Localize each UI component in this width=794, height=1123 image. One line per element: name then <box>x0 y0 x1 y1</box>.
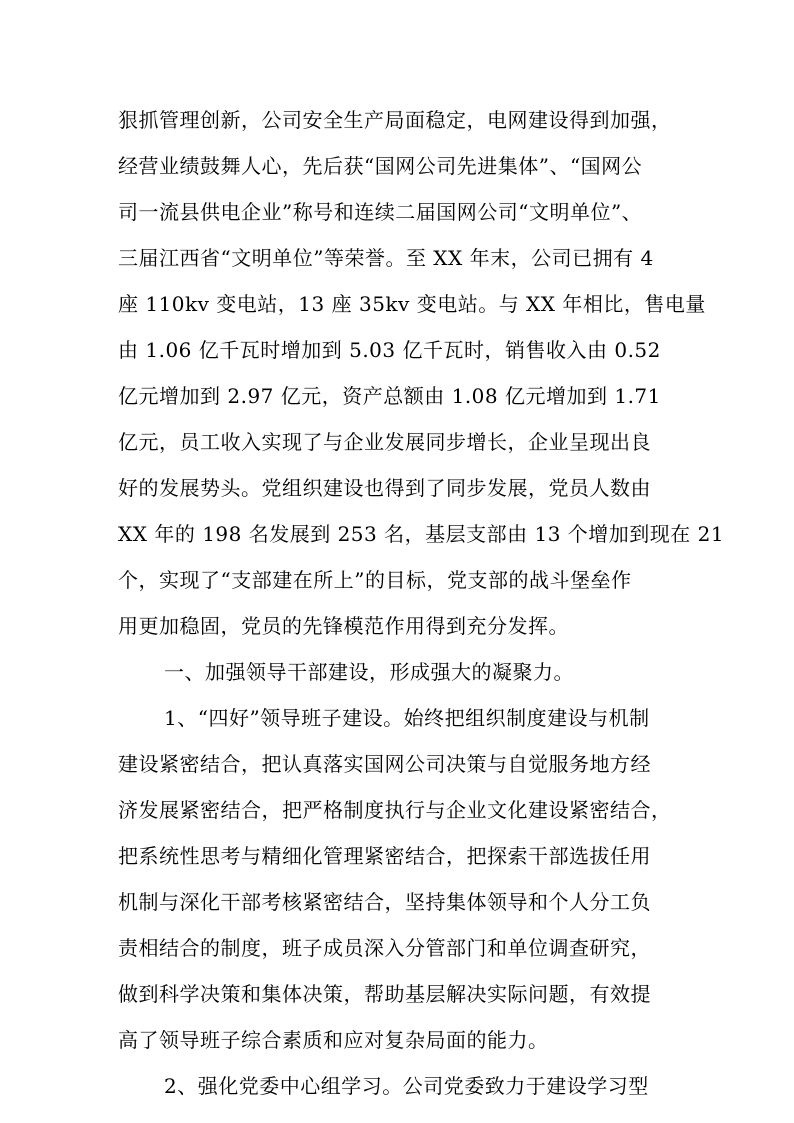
paragraph-line: 2、强化党委中心组学习。公司党委致力于建设学习型 <box>164 1074 649 1098</box>
paragraph-line: 用更加稳固，党员的先锋模范作用得到充分发挥。 <box>118 614 569 638</box>
paragraph-line: 高了领导班子综合素质和应对复杂局面的能力。 <box>118 1028 549 1052</box>
paragraph-line: XX 年的 198 名发展到 253 名，基层支部由 13 个增加到现在 21 <box>118 522 725 546</box>
document-body <box>118 97 725 1109</box>
paragraph-line: 做到科学决策和集体决策，帮助基层解决实际问题，有效提 <box>118 982 651 1006</box>
paragraph-line: 三届江西省“文明单位”等荣誉。至 XX 年末，公司已拥有 4 <box>118 246 654 270</box>
paragraph-line: 1、“四好”领导班子建设。始终把组织制度建设与机制 <box>164 706 650 730</box>
paragraph-line: 个，实现了“支部建在所上”的目标，党支部的战斗堡垒作 <box>118 568 632 592</box>
section-heading: 一、加强领导干部建设，形成强大的凝聚力。 <box>164 660 574 684</box>
paragraph-line: 建设紧密结合，把认真落实国网公司决策与自觉服务地方经 <box>118 752 651 776</box>
paragraph-line: 济发展紧密结合，把严格制度执行与企业文化建设紧密结合， <box>118 798 672 822</box>
paragraph-line: 狠抓管理创新，公司安全生产局面稳定，电网建设得到加强， <box>118 108 672 132</box>
paragraph-line: 座 110kv 变电站，13 座 35kv 变电站。与 XX 年相比，售电量 <box>118 292 706 316</box>
paragraph-line: 经营业绩鼓舞人心，先后获“国网公司先进集体”、“国网公 <box>118 154 643 178</box>
paragraph-line: 好的发展势头。党组织建设也得到了同步发展，党员人数由 <box>118 476 651 500</box>
paragraph-line: 由 1.06 亿千瓦时增加到 5.03 亿千瓦时，销售收入由 0.52 <box>118 338 661 362</box>
paragraph-line: 把系统性思考与精细化管理紧密结合，把探索干部选拔任用 <box>118 844 651 868</box>
paragraph-line: 责相结合的制度，班子成员深入分管部门和单位调查研究， <box>118 936 651 960</box>
paragraph-line: 机制与深化干部考核紧密结合，坚持集体领导和个人分工负 <box>118 890 651 914</box>
paragraph-line: 司一流县供电企业”称号和连续二届国网公司“文明单位”、 <box>118 200 643 224</box>
paragraph-line: 亿元，员工收入实现了与企业发展同步增长，企业呈现出良 <box>118 430 651 454</box>
paragraph-line: 亿元增加到 2.97 亿元，资产总额由 1.08 亿元增加到 1.71 <box>118 384 661 408</box>
